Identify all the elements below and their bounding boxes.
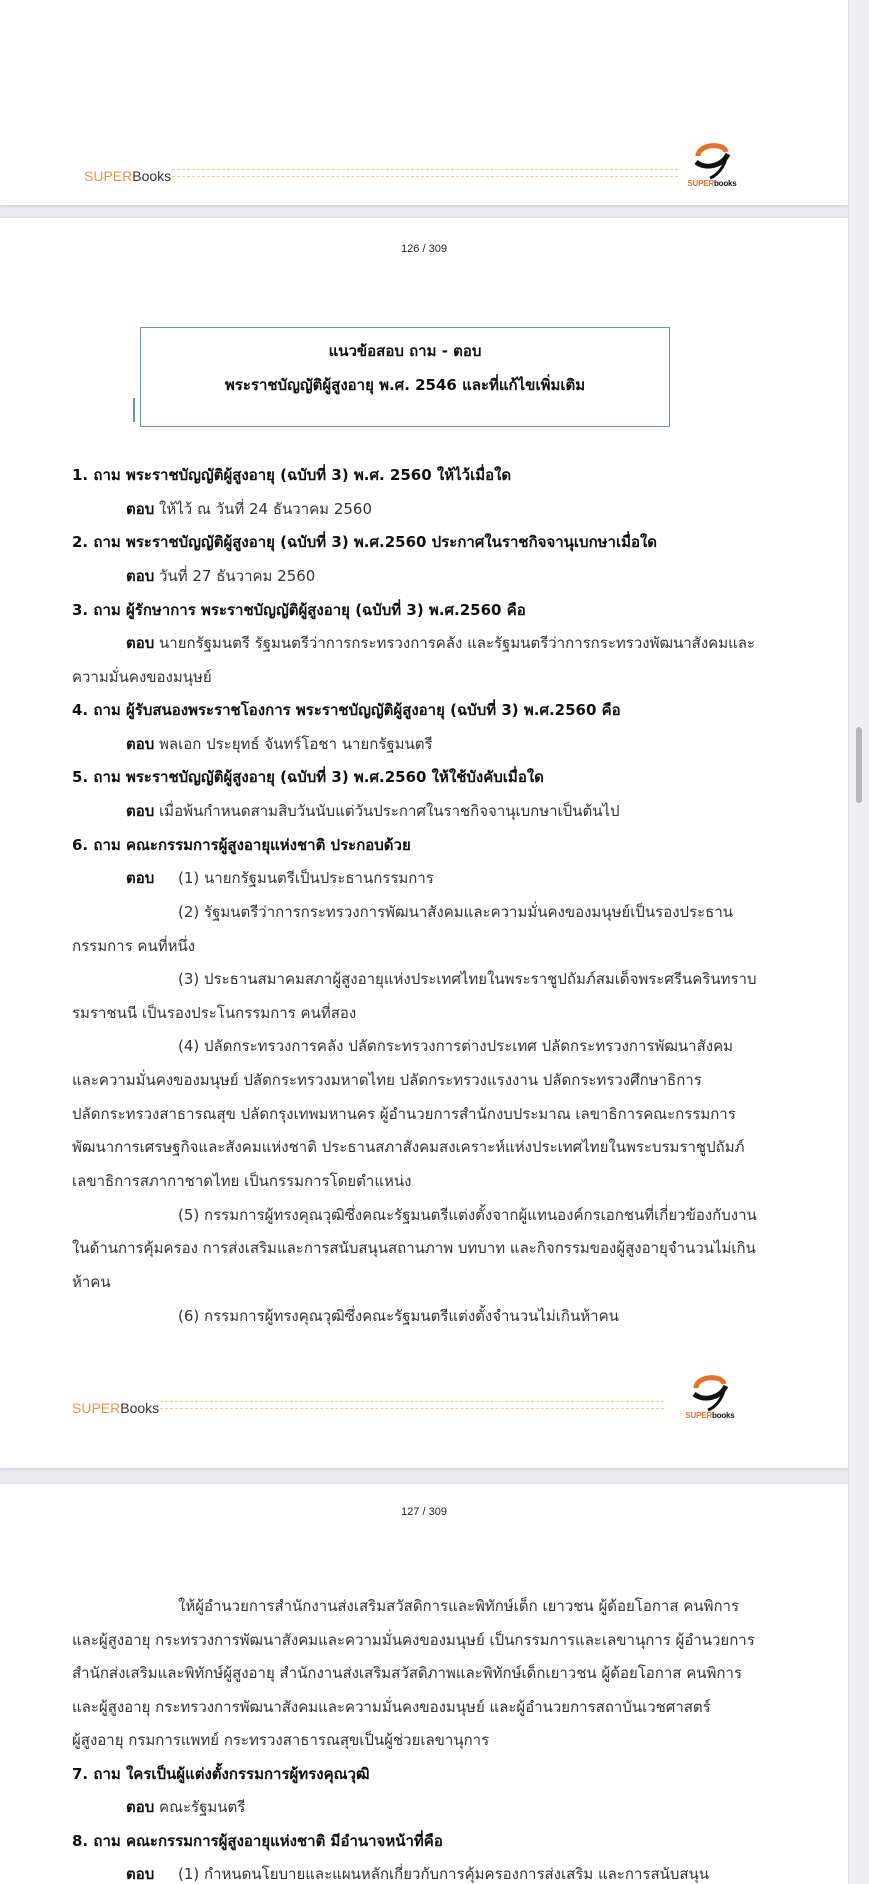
answer-text: เมื่อพ้นกำหนดสามสิบวันนับแต่วันประกาศในราชกิจจานุเบกษาเป็นต้นไป xyxy=(154,802,620,820)
footer-dashed-rule xyxy=(160,1401,664,1409)
continued-item: ให้ผู้อำนวยการสำนักงานส่งเสริมสวัสดิการและพิทักษ์เด็ก เยาวชน ผู้ด้อยโอกาส คนพิการ xyxy=(178,1597,740,1615)
scrollbar-thumb[interactable] xyxy=(856,727,862,803)
continued-item-cont-1: และผู้สูงอายุ กระทรวงการพัฒนาสังคมและความมั่นคงของมนุษย์ เป็นกรรมการและเลขานุการ ผู้อำนวยการ xyxy=(72,1631,755,1649)
answer-label: ตอบ xyxy=(126,634,155,652)
answer-6-item-4-cont-3: พัฒนาการเศรษฐกิจและสังคมแห่งชาติ ประธานสภาสังคมสงเคราะห์แห่งประเทศไทยในพระบรมราชูปถัมภ์ xyxy=(72,1138,745,1156)
text-cursor xyxy=(133,398,135,422)
answer-6-label xyxy=(126,868,154,888)
answer-6-item-3: (3) ประธานสมาคมสภาผู้สูงอายุแห่งประเทศไทยในพระราชูปถัมภ์สมเด็จพระศรีนครินทราบ xyxy=(178,970,757,988)
answer-8-item-1: (1) กำหนดนโยบายและแผนหลักเกี่ยวกับการคุ้มครองการส่งเสริม และการสนับสนุน xyxy=(178,1865,710,1883)
answer-text: คณะรัฐมนตรี xyxy=(154,1798,246,1816)
answer-6-item-4: (4) ปลัดกระทรวงการคลัง ปลัดกระทรวงการต่างประเทศ ปลัดกระทรวงการพัฒนาสังคม xyxy=(178,1037,733,1055)
title-line-1: แนวข้อสอบ ถาม - ตอบ xyxy=(328,342,482,360)
answer-label: ตอบ xyxy=(126,1865,155,1883)
answer-6-item-6: (6) กรรมการผู้ทรงคุณวุฒิซึ่งคณะรัฐมนตรีแต่งตั้งจำนวนไม่เกินห้าคน xyxy=(178,1307,619,1325)
answer-5 xyxy=(126,801,620,821)
title-line-2: พระราชบัญญัติผู้สูงอายุ พ.ศ. 2546 และที่แก้ไขเพิ่มเติม xyxy=(224,376,586,394)
continued-item-cont-3: และผู้สูงอายุ กระทรวงการพัฒนาสังคมและความมั่นคงของมนุษย์ และผู้อำนวยการสถาบันเวชศาสตร์ xyxy=(72,1698,711,1716)
answer-6-item-2-cont: กรรมการ คนที่หนึ่ง xyxy=(72,937,196,955)
answer-label: ตอบ xyxy=(126,802,155,820)
logo-books-text: books xyxy=(712,1411,735,1420)
answer-6-item-2: (2) รัฐมนตรีว่าการกระทรวงการพัฒนาสังคมและความมั่นคงของมนุษย์เป็นรองประธาน xyxy=(178,903,734,921)
answer-6-item-4-cont-2: ปลัดกระทรวงสาธารณสุข ปลัดกรุงเทพมหานคร ผู้อำนวยการสำนักงบประมาณ เลขาธิการคณะกรรมการ xyxy=(72,1105,736,1123)
answer-6-item-5-cont-1: ในด้านการคุ้มครอง การส่งเสริมและการสนับสนุนสถานภาพ บทบาท และกิจกรรมของผู้สูงอายุจำนวนไม่เกิน xyxy=(72,1239,756,1257)
superbooks-logo-icon xyxy=(686,140,738,188)
answer-6-item-4-cont-4: เลขาธิการสภากาชาดไทย เป็นกรรมการโดยตำแหน่ง xyxy=(72,1172,412,1190)
answer-3 xyxy=(126,633,755,653)
answer-3-cont: ความมั่นคงของมนุษย์ xyxy=(72,668,212,686)
answer-6-item-5: (5) กรรมการผู้ทรงคุณวุฒิซึ่งคณะรัฐมนตรีแต่งตั้งจากผู้แทนองค์กรเอกชนที่เกี่ยวข้องกับงาน xyxy=(178,1206,757,1224)
page-125 xyxy=(0,0,848,205)
answer-2 xyxy=(126,566,315,586)
footer-brand xyxy=(72,1400,159,1416)
brand-super-text: SUPER xyxy=(72,1400,121,1416)
question-4: 4. ถาม ผู้รับสนองพระราชโองการ พระราชบัญญัติผู้สูงอายุ (ฉบับที่ 3) พ.ศ.2560 คือ xyxy=(72,701,621,719)
answer-6-item-1: (1) นายกรัฐมนตรีเป็นประธานกรรมการ xyxy=(178,869,434,887)
brand-books-text: Books xyxy=(132,168,172,184)
answer-1 xyxy=(126,499,372,519)
answer-text: ให้ไว้ ณ วันที่ 24 ธันวาคม 2560 xyxy=(154,500,372,518)
vertical-scrollbar[interactable] xyxy=(848,0,869,1884)
brand-books-text: Books xyxy=(120,1400,160,1416)
question-5: 5. ถาม พระราชบัญญัติผู้สูงอายุ (ฉบับที่ 3) พ.ศ.2560 ให้ใช้บังคับเมื่อใด xyxy=(72,768,544,786)
page-number: 126 / 309 xyxy=(401,243,447,255)
question-3: 3. ถาม ผู้รักษาการ พระราชบัญญัติผู้สูงอายุ (ฉบับที่ 3) พ.ศ.2560 คือ xyxy=(72,601,526,619)
page-footer xyxy=(0,1364,848,1424)
page-127 xyxy=(0,1484,848,1884)
answer-text: วันที่ 27 ธันวาคม 2560 xyxy=(154,567,316,585)
brand-super-text: SUPER xyxy=(84,168,133,184)
question-8: 8. ถาม คณะกรรมการผู้สูงอายุแห่งชาติ มีอำนาจหน้าที่คือ xyxy=(72,1832,443,1850)
continued-item-cont-4: ผู้สูงอายุ กรมการแพทย์ กระทรวงสาธารณสุขเป็นผู้ช่วยเลขานุการ xyxy=(72,1731,490,1749)
logo-super-text: SUPER xyxy=(687,179,714,188)
continued-item-cont-2: สำนักส่งเสริมและพิทักษ์ผู้สูงอายุ สำนักงานส่งเสริมสวัสดิภาพและพิทักษ์เด็กเยาวชน ผู้ด้อยโอกาส คนพิการ xyxy=(72,1664,742,1682)
answer-6-item-5-cont-2: ห้าคน xyxy=(72,1273,111,1291)
superbooks-logo-icon xyxy=(684,1372,736,1420)
answer-6-item-3-cont: รมราชนนี เป็นรองประโนกรรมการ คนที่สอง xyxy=(72,1004,357,1022)
question-1: 1. ถาม พระราชบัญญัติผู้สูงอายุ (ฉบับที่ 3) พ.ศ. 2560 ให้ไว้เมื่อใด xyxy=(72,466,512,484)
answer-7 xyxy=(126,1797,245,1817)
answer-text: พลเอก ประยุทธ์ จันทร์โอชา นายกรัฐมนตรี xyxy=(154,735,433,753)
page-footer xyxy=(0,132,848,192)
answer-label: ตอบ xyxy=(126,869,155,887)
logo-books-text: books xyxy=(714,179,737,188)
question-2: 2. ถาม พระราชบัญญัติผู้สูงอายุ (ฉบับที่ 3) พ.ศ.2560 ประกาศในราชกิจจานุเบกษาเมื่อใด xyxy=(72,533,658,551)
answer-6-item-4-cont-1: และความมั่นคงของมนุษย์ ปลัดกระทรวงมหาดไทย ปลัดกระทรวงแรงงาน ปลัดกระทรวงศึกษาธิการ xyxy=(72,1071,702,1089)
title-box xyxy=(140,327,670,427)
question-7: 7. ถาม ใครเป็นผู้แต่งตั้งกรรมการผู้ทรงคุณวุฒิ xyxy=(72,1765,370,1783)
answer-text: นายกรัฐมนตรี รัฐมนตรีว่าการกระทรวงการคลัง และรัฐมนตรีว่าการกระทรวงพัฒนาสังคมและ xyxy=(154,634,755,652)
question-6: 6. ถาม คณะกรรมการผู้สูงอายุแห่งชาติ ประกอบด้วย xyxy=(72,836,411,854)
footer-brand xyxy=(84,168,171,184)
answer-4 xyxy=(126,734,433,754)
answer-8-label xyxy=(126,1864,154,1884)
answer-label: ตอบ xyxy=(126,500,155,518)
answer-label: ตอบ xyxy=(126,567,155,585)
footer-dashed-rule xyxy=(172,169,678,177)
answer-label: ตอบ xyxy=(126,735,155,753)
answer-label: ตอบ xyxy=(126,1798,155,1816)
logo-super-text: SUPER xyxy=(685,1411,712,1420)
page-number: 127 / 309 xyxy=(401,1506,447,1518)
